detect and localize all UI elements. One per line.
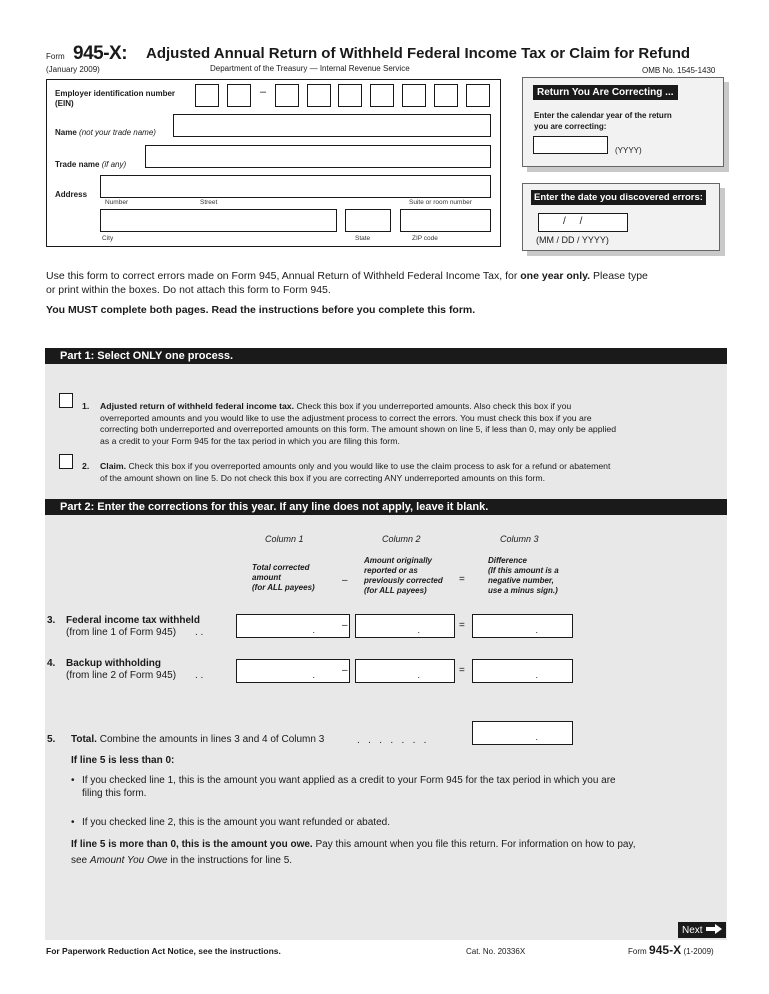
option2-number: 2. [82, 461, 90, 471]
line4-column3-input[interactable] [472, 659, 573, 683]
line4-column1-input[interactable] [236, 659, 350, 683]
decimal-point: . [312, 670, 315, 680]
option1-title: Adjusted return of withheld federal income tax. [100, 401, 295, 411]
ein-label-abbrev: (EIN) [55, 99, 74, 108]
line4-column2-input[interactable] [355, 659, 455, 683]
decimal-point: . [535, 625, 538, 635]
part1-header: Part 1: Select ONLY one process. [45, 348, 727, 364]
form-revision: (January 2009) [46, 65, 100, 74]
column2-desc-line: reported or as [364, 566, 418, 575]
state-input[interactable] [345, 209, 391, 232]
date-discovered-heading: Enter the date you discovered errors: [531, 190, 706, 205]
arrow-right-icon [706, 924, 722, 937]
bullet1-line2: filing this form. [82, 788, 147, 799]
ein-digit-6[interactable] [370, 84, 394, 107]
column3-desc-line: use a minus sign.) [488, 586, 558, 595]
zip-sublabel: ZIP code [412, 235, 438, 242]
line5-leader-dots: . . . . . . . [357, 735, 427, 746]
column1-description [252, 563, 315, 593]
option1-line4: as a credit to your Form 945 for the tax period in which you are filing this form. [100, 435, 400, 446]
option1-text [100, 401, 725, 447]
line4-sublabel: (from line 2 of Form 945) [66, 670, 177, 681]
line5-total-input[interactable] [472, 721, 573, 745]
column3-desc-line: (If this amount is a [488, 566, 559, 575]
option2-checkbox[interactable] [59, 454, 73, 469]
column3-header: Column 3 [500, 534, 539, 544]
zip-input[interactable] [400, 209, 491, 232]
option1-line3: correcting both underreported and overreported amounts on this form. The amount shown on line 5, if less than 0, may only be applied [100, 424, 617, 434]
catalog-number: Cat. No. 20336X [466, 947, 526, 956]
city-input[interactable] [100, 209, 337, 232]
line3-leader-dots: . . [195, 627, 204, 638]
line3-column3-input[interactable] [472, 614, 573, 638]
decimal-point: . [312, 625, 315, 635]
option1-line1: Check this box if you underreported amounts. Also check this box if you [294, 401, 572, 411]
form-title: Adjusted Annual Return of Withheld Federal Income Tax or Claim for Refund [146, 45, 691, 62]
city-sublabel: City [102, 235, 114, 242]
footer-form-number: 945-X [649, 943, 682, 957]
more-than-zero-line2 [71, 853, 292, 868]
line3-column2-input[interactable] [355, 614, 455, 638]
more-than-zero-line1 [71, 837, 635, 852]
option2-title: Claim. [100, 461, 127, 471]
column1-desc-line: (for ALL payees) [252, 583, 315, 592]
bullet-icon: • [71, 817, 75, 828]
column2-desc-line: Amount originally [364, 556, 432, 565]
ein-dash: – [260, 86, 267, 98]
omb-number: OMB No. 1545-1430 [642, 66, 716, 75]
trade-name-label [55, 160, 126, 169]
column1-desc-line: amount [252, 573, 281, 582]
line5-number: 5. [47, 734, 56, 745]
line3-number: 3. [47, 615, 56, 626]
line4-leader-dots: . . [195, 670, 204, 681]
intro-line-2: or print within the boxes. Do not attach this form to Form 945. [46, 284, 331, 296]
option1-checkbox[interactable] [59, 393, 73, 408]
ein-digit-2[interactable] [227, 84, 251, 107]
option2-line1: Check this box if you overreported amounts only and you would like to use the claim process to ask for a refund or abatement [126, 461, 611, 471]
bullet1-line1: If you checked line 1, this is the amount you want applied as a credit to your Form 945 for the tax period in which you are [82, 775, 616, 786]
line3-column1-input[interactable] [236, 614, 350, 638]
line3-sublabel: (from line 1 of Form 945) [66, 627, 177, 638]
bullet-icon: • [71, 775, 75, 786]
trade-name-label-text: Trade name [55, 160, 100, 169]
intro-text-end: Please type [590, 270, 648, 282]
decimal-point: . [417, 625, 420, 635]
bullet2-text: If you checked line 2, this is the amount you want refunded or abated. [82, 817, 390, 828]
option1-number: 1. [82, 401, 90, 411]
form-number: 945-X: [73, 43, 128, 64]
more-line2-suffix: in the instructions for line 5. [167, 855, 293, 866]
column1-header: Column 1 [265, 534, 304, 544]
paperwork-notice: For Paperwork Reduction Act Notice, see the instructions. [46, 946, 281, 956]
department-label: Department of the Treasury — Internal Revenue Service [210, 64, 410, 73]
header-minus-sign: – [342, 575, 348, 586]
year-format-hint: (YYYY) [615, 146, 642, 155]
state-sublabel: State [355, 235, 371, 242]
suite-sublabel: Suite or room number [409, 199, 472, 206]
line3-label: Federal income tax withheld [66, 615, 200, 626]
footer-form-word: Form [628, 947, 647, 956]
year-prompt-line2: you are correcting: [534, 122, 607, 131]
line4-equals-sign: = [459, 665, 465, 676]
footer-form-id [628, 943, 714, 957]
line3-equals-sign: = [459, 620, 465, 631]
name-input[interactable] [173, 114, 491, 137]
more-line2-prefix: see [71, 855, 90, 866]
number-sublabel: Number [105, 199, 129, 206]
next-label: Next [682, 924, 703, 936]
year-input[interactable] [533, 136, 608, 154]
line5-text: Combine the amounts in lines 3 and 4 of Column 3 [96, 734, 325, 745]
column3-desc-line: Difference [488, 556, 527, 565]
line4-label: Backup withholding [66, 658, 161, 669]
street-sublabel: Street [200, 199, 218, 206]
name-label-hint: (not your trade name) [79, 128, 156, 137]
option1-line2: overreported amounts and you would like to use the adjustment process to correct the errors. You must check this box if you are [100, 412, 592, 423]
line4-minus-sign: – [342, 665, 348, 676]
column2-header: Column 2 [382, 534, 421, 544]
option2-text [100, 461, 725, 484]
decimal-point: . [417, 670, 420, 680]
date-format-hint: (MM / DD / YYYY) [536, 235, 609, 245]
column2-desc-line: (for ALL payees) [364, 586, 427, 595]
more-than-zero-heading: If line 5 is more than 0, this is the amount you owe. [71, 839, 313, 850]
ein-digit-7[interactable] [402, 84, 426, 107]
trade-name-input[interactable] [145, 145, 491, 168]
amount-you-owe-reference: Amount You Owe [89, 855, 168, 866]
year-prompt-line1: Enter the calendar year of the return [534, 111, 672, 120]
column1-desc-line: Total corrected [252, 563, 310, 572]
ein-digit-5[interactable] [338, 84, 362, 107]
part2-header: Part 2: Enter the corrections for this year. If any line does not apply, leave it blank. [45, 499, 727, 515]
more-than-zero-text: Pay this amount when you file this return. For information on how to pay, [312, 839, 636, 850]
intro-text: Use this form to correct errors made on Form 945, Annual Return of Withheld Federal Income Tax, for [46, 270, 521, 282]
address-label: Address [55, 190, 88, 199]
header-equals-sign: = [459, 574, 465, 585]
column2-desc-line: previously corrected [364, 576, 443, 585]
ein-digit-1[interactable] [195, 84, 219, 107]
column3-desc-line: negative number, [488, 576, 554, 585]
must-complete-notice: You MUST complete both pages. Read the instructions before you complete this form. [46, 304, 476, 316]
decimal-point: . [535, 670, 538, 680]
footer-revision: (1-2009) [683, 947, 714, 956]
intro-line-1 [46, 269, 648, 284]
return-correcting-heading: Return You Are Correcting ... [533, 85, 678, 100]
option2-line2: of the amount shown on line 5. Do not check this box if you are correcting ANY underreported amounts on this form. [100, 472, 546, 483]
street-address-input[interactable] [100, 175, 491, 198]
ein-digit-4[interactable] [307, 84, 331, 107]
form-word: Form [46, 52, 65, 61]
date-discovered-input[interactable] [538, 213, 628, 232]
intro-emphasis: one year only. [520, 270, 591, 282]
ein-label: Employer identification number [55, 89, 176, 98]
name-label-text: Name [55, 128, 77, 137]
next-page-button[interactable] [678, 922, 726, 938]
name-label [55, 128, 156, 137]
column2-description [364, 556, 443, 596]
less-than-zero-heading: If line 5 is less than 0: [71, 755, 175, 766]
line5-title: Total. [71, 734, 97, 745]
decimal-point: . [535, 732, 538, 742]
ein-digit-9[interactable] [466, 84, 490, 107]
line4-number: 4. [47, 658, 56, 669]
date-discovered-value: / / [563, 216, 583, 227]
line3-minus-sign: – [342, 620, 348, 631]
column3-description [488, 556, 559, 596]
ein-digit-8[interactable] [434, 84, 458, 107]
line5-label [71, 734, 324, 746]
ein-digit-3[interactable] [275, 84, 299, 107]
trade-name-label-hint: (if any) [101, 160, 127, 169]
